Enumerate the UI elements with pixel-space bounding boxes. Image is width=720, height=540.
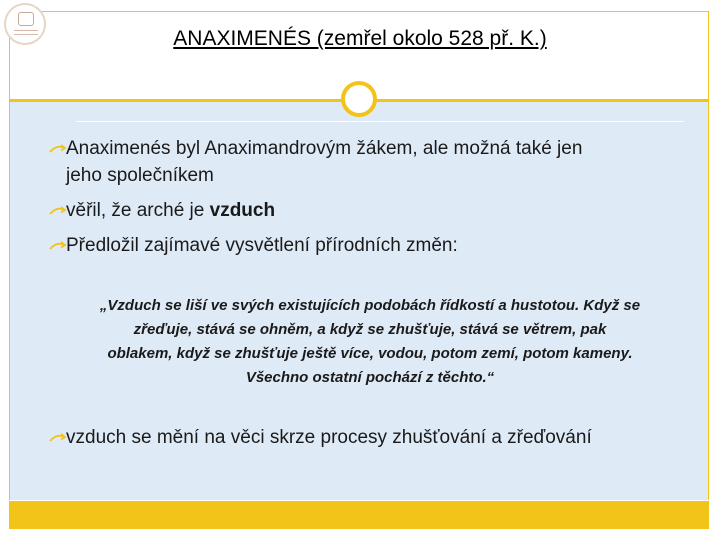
quote-line: Všechno ostatní pochází z těchto.“ [245,369,495,386]
university-logo-icon [4,3,46,45]
bullet-item [49,232,689,259]
curved-arrow-bullet-icon [49,240,67,251]
bullet-item [49,197,689,224]
quote-line: zřeďuje, stává se ohněm, a když se zhušťuje, stává se větrem, pak [133,321,607,338]
slide-title: ANAXIMENÉS (zemřel okolo 528 př. K.) [173,27,547,50]
bullet-text: věřil, že arché je [66,200,210,221]
bullet-item [49,424,689,451]
quote-line: oblakem, když se zhušťuje ještě více, vodou, potom zemí, potom kameny. [107,345,633,362]
bullet-item [49,135,689,189]
bullet-text: vzduch se mění na věci skrze procesy zhušťování a zřeďování [66,427,592,448]
bullet-emphasis: vzduch [209,200,276,221]
footer-bar [9,501,709,529]
ring-ornament-icon [341,81,377,117]
curved-arrow-bullet-icon [49,143,67,154]
curved-arrow-bullet-icon [49,432,67,443]
quote-block [55,294,685,390]
panel-separator [76,121,684,122]
curved-arrow-bullet-icon [49,205,67,216]
bullet-text-continuation: jeho společníkem [66,165,214,186]
quote-line: „Vzduch se liší ve svých existujících podobách řídkostí a hustotou. Když se [99,297,641,314]
bullet-text: Anaximenés byl Anaximandrovým žákem, ale možná také jen [66,138,583,159]
bullet-text: Předložil zajímavé vysvětlení přírodních změn: [66,235,458,256]
